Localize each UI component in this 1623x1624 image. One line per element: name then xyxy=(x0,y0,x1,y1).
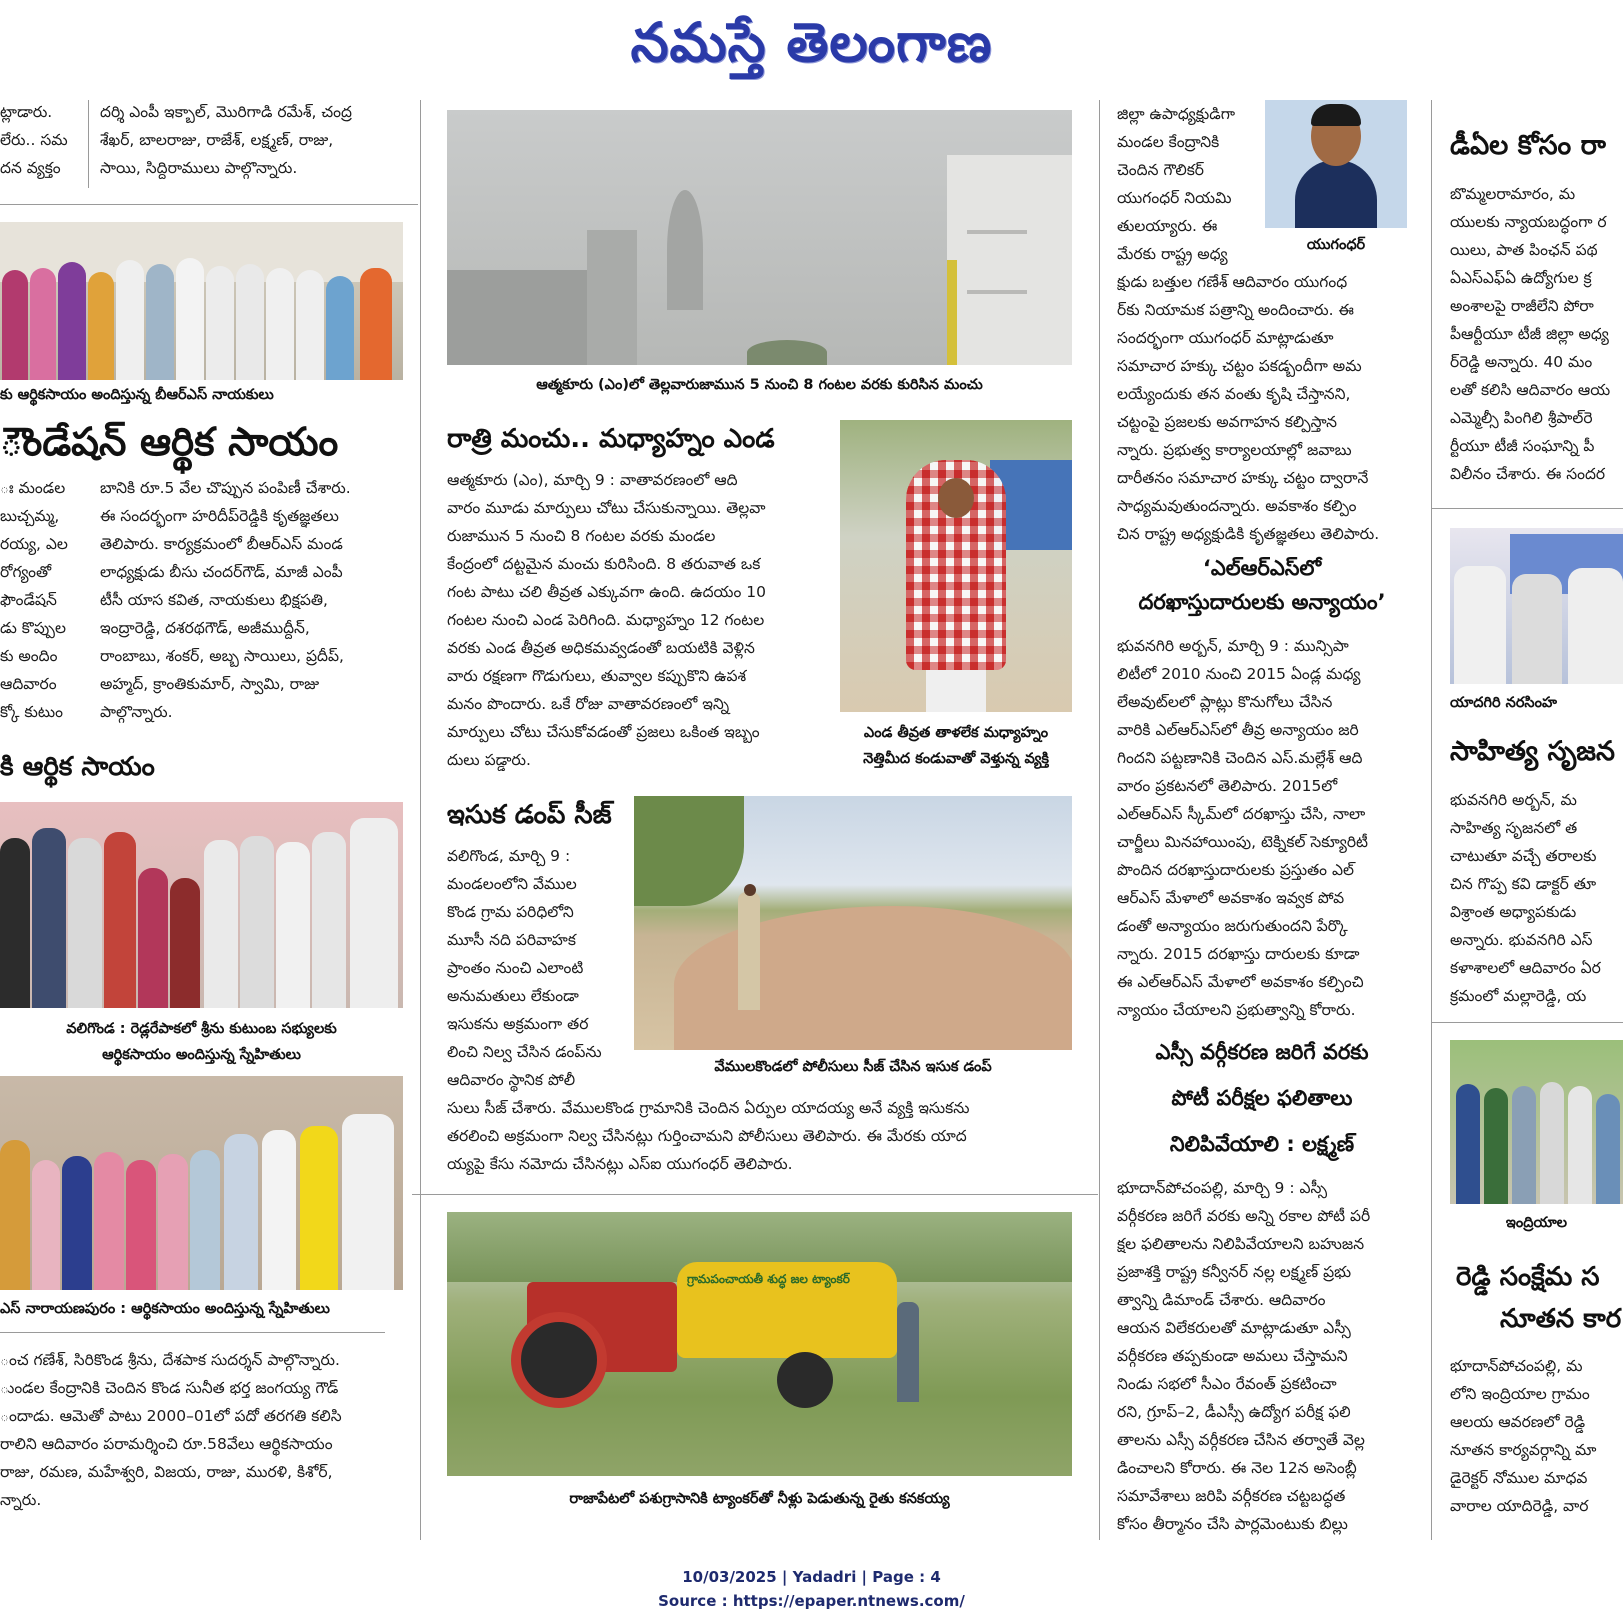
column-divider xyxy=(420,100,421,1540)
masthead xyxy=(0,0,1623,92)
group-photo xyxy=(1450,1040,1623,1204)
photo-caption: కు ఆర్థికసాయం అందిస్తున్న బీఆర్ఎస్ నాయకులు xyxy=(0,387,274,403)
fog-photo xyxy=(447,110,1072,365)
column-divider xyxy=(1431,100,1432,1540)
article-text: బానికి రూ.5 వేల చొప్పున పంపిణీ చేశారు. ఈ సందర్భంగా హరిదీప్‌రెడ్డికి కృతజ్ఞతలు తెలిపారు. కార్యక్రమంలో బీఆర్ఎస్ మండ లాధ్యక్షుడు బీసు చందర్‌గౌడ్, మాజీ ఎంపీ టీసీ యాస కవిత, నాయకులు భిక్షపతి, ఇంద్రారెడ్డి, దశరథగౌడ్, అజీముద్దీన్, రాంబాబు, శంకర్, అబ్బ సాయిలు, ప్రదీప్, అహ్మద్, క్రాంతికుమార్, స్వామి, రాజు పాల్గొన్నారు. xyxy=(100,479,351,721)
article-text: భువనగిరి అర్బన్, మార్చి 9 : మున్సిపా లిటీలో 2010 నుంచి 2015 ఏండ్ల మధ్య లేఅవుట్‌లలో ప్లాట్లు కొనుగోలు చేసిన వారికి ఎల్ఆర్ఎస్‌లో తీవ్ర అన్యాయం జరి గిందని పట్టణానికి చెందిన ఎస్.మల్లేశ్ ఆది వారం ప్రకటనలో తెలిపారు. 2015లో ఎల్ఆర్ఎస్ స్కీమ్‌లో దరఖాస్తు చేసి, నాలా చార్జీలు మినహాయింపు, టెక్నికల్ సెక్యూరిటీ పొందిన దరఖాస్తుదారులకు ప్రస్తుతం ఎల్ ఆర్ఎస్ మేళాలో అవకాశం ఇవ్వక పోవ డంతో అన్యాయం జరుగుతుందని పేర్కొ న్నారు. 2015 దరఖాస్తు దారులకు కూడా ఈ ఎల్ఆర్ఎస్ మేళాలో అవకాశం కల్పించి న్యాయం చేయాలని ప్రభుత్వాన్ని కోరారు. xyxy=(1117,637,1368,1019)
sand-dump-photo xyxy=(634,796,1072,1050)
photo-caption: ఆత్మకూరు (ఎం)లో తెల్లవారుజామున 5 నుంచి 8 గంటల వరకు కురిసిన మంచు xyxy=(536,377,983,393)
article-text: భూదాన్‌పోచంపల్లి, మ లోని ఇంద్రియాల గ్రామం ఆలయ ఆవరణలో రెడ్డి నూతన కార్యవర్గాన్ని మా డైరెక్టర్ నోముల మాధవ వారాల యాదిరెడ్డి, వార xyxy=(1450,1357,1597,1515)
headline: రాత్రి మంచు.. మధ్యాహ్నం ఎండ xyxy=(447,424,775,454)
article-text: భువనగిరి అర్బన్, మ సాహిత్య సృజనలో త చాటుతూ వచ్చే తరాలకు చిన గొప్ప కవి డాక్టర్ తూ విశ్రాంత అధ్యాపకుడు అన్నారు. భువనగిరి ఎస్ కళాశాలలో ఆదివారం ఏర క్రమంలో మల్లారెడ్డి, య xyxy=(1450,791,1601,1005)
photo-caption: ఎస్ నారాయణపురం : ఆర్థికసాయం అందిస్తున్న స్నేహితులు xyxy=(0,1301,330,1317)
headline: ఇసుక డంప్ సీజ్ xyxy=(447,800,612,830)
section-divider xyxy=(0,204,418,205)
article-text: ంచ గణేశ్, సిరికొండ శ్రీను, దేశపాక సుదర్శన్ పాల్గొన్నారు. ుండల కేంద్రానికి చెందిన కొండ సునీత భర్త జంగయ్య గౌడ్ ందాడు. ఆమెతో పాటు 2000–01లో పదో తరగతి కలిసి రాలిని ఆదివారం పరామర్శించి రూ.58వేలు ఆర్థికసాయం రాజు, రమణ, మహేశ్వరి, విజయ, రాజు, మురళి, కిశోర్, న్నారు. xyxy=(0,1351,342,1509)
headline: ౌండేషన్ ఆర్థిక సాయం xyxy=(0,420,339,465)
headline: నూతన కార xyxy=(1500,1304,1622,1334)
headline: రెడ్డి సంక్షేమ స xyxy=(1456,1262,1600,1292)
article-text: ఆత్మకూరు (ఎం), మార్చి 9 : వాతావరణంలో ఆది వారం మూడు మార్పులు చోటు చేసుకున్నాయి. తెల్లవా రుజామున 5 నుంచి 8 గంటల వరకు మండల కేంద్రంలో దట్టమైన మంచు కురిసింది. 8 తరువాత ఒక గంట పాటు చలి తీవ్రత ఎక్కువగా ఉంది. ఉదయం 10 గంటల నుంచి ఎండ పెరిగింది. మధ్యాహ్నం 12 గంటల వరకు ఎండ తీవ్రత అధికమవ్వడంతో బయటికి వెళ్లిన వారు రక్షణగా గొడుగులు, తువ్వాల కప్పుకొని ఉపశ మనం పొందారు. ఒకే రోజు వాతావరణంలో ఇన్ని మార్పులు చోటు చేసుకోవడంతో ప్రజలు ఒకింత ఇబ్బం దులు పడ్డారు. xyxy=(447,471,766,769)
article-text: బొమ్మలరామారం, మ యులకు న్యాయబద్ధంగా ర యిలు, పాత పింఛన్ పథ ఏఎస్ఎఫ్ఏ ఉద్యోగుల క్ర అంశాలపై రాజీలేని పోరా పీఆర్టీయూ టీజీ జిల్లా అధ్య ర్‌రెడ్డి అన్నారు. 40 మం లతో కలిసి ఆదివారం ఆయ ఎమ్మెల్సీ పింగిలి శ్రీపాల్‌రె ర్టీయూ టీజీ సంఘాన్ని పీ విలీనం చేశారు. ఈ సందర xyxy=(1450,185,1611,483)
photo-caption: ఇంద్రియాల xyxy=(1505,1215,1568,1231)
headline: నిలిపివేయాలి : లక్ష్మణ్ xyxy=(1169,1132,1355,1156)
section-divider xyxy=(412,1194,1098,1195)
page-footer xyxy=(0,1565,1623,1613)
article-text: క్షుడు బత్తుల గణేశ్ ఆదివారం యుగంధ ర్‌కు నియామక పత్రాన్ని అందించారు. ఈ సందర్భంగా యుగంధర్ మాట్లాడుతూ సమాచార హక్కు చట్టం పకడ్బందీగా అమ లయ్యేందుకు తన వంతు కృషి చేస్తానని, చట్టంపై ప్రజలకు అవగాహన కల్పిస్తాన న్నారు. ప్రభుత్వ కార్యాలయాల్లో జవాబు దారీతనం సమాచార హక్కు చట్టం ద్వారానే సాధ్యమవుతుందన్నారు. అవకాశం కల్పిం చిన రాష్ట్ర అధ్యక్షుడికి కృతజ్ఞతలు తెలిపారు. xyxy=(1117,273,1380,543)
section-divider xyxy=(0,1332,385,1333)
column-divider xyxy=(88,100,89,188)
article-text: దర్శి ఎంపీ ఇక్బాల్, మొరిగాడి రమేశ్, చంద్ర శేఖర్, బాలరాజు, రాజేశ్, లక్ష్మణ్, రాజు, సాయి, సిద్దిరాములు పాల్గొన్నారు. xyxy=(100,103,352,177)
group-photo xyxy=(0,802,403,1008)
portrait-photo xyxy=(1265,100,1407,228)
article-text: సులు సీజ్ చేశారు. వేములకొండ గ్రామానికి చెందిన ఏర్పుల యాదయ్య అనే వ్యక్తి ఇసుకను తరలించి అక్రమంగా నిల్వ చేసినట్లు గుర్తించామని పోలీసులు తెలిపారు. ఈ మేరకు యాద య్యపై కేసు నమోదు చేసినట్లు ఎస్ఐ యుగంధర్ తెలిపారు. xyxy=(447,1099,970,1173)
section-divider xyxy=(1432,508,1623,509)
group-photo xyxy=(0,1076,403,1290)
article-text: ః మండల బుచ్చమ్మ, రయ్య, ఎల రోగ్యంతో ఫౌండేషన్ డు కొప్పుల కు అందిం ఆదివారం క్కో కుటుం xyxy=(0,479,68,721)
edition-info: 10/03/2025 | Yadadri | Page : 4 xyxy=(682,1568,941,1586)
headline: పోటీ పరీక్షల ఫలితాలు xyxy=(1171,1086,1353,1110)
newspaper-logo: నమస్తే తెలంగాణ xyxy=(630,10,993,74)
section-divider xyxy=(1432,1022,1623,1023)
headline: ఎస్సీ వర్గీకరణ జరిగే వరకు xyxy=(1155,1040,1369,1064)
article-text: ట్లాడారు. లేరు.. సమ దన వ్యక్తం xyxy=(0,103,68,177)
photo-caption: ఎండ తీవ్రత తాళలేక మధ్యాహ్నం నెత్తిమీద కండువాతో వెళ్తున్న వ్యక్తి xyxy=(863,725,1049,767)
article-text: భూదాన్‌పోచంపల్లి, మార్చి 9 : ఎస్సీ వర్గీకరణ జరిగే వరకు అన్ని రకాల పోటీ పరీ క్షల ఫలితాలను నిలిపివేయాలని బహుజన ప్రజాశక్తి రాష్ట్ర కన్వీనర్ నల్ల లక్ష్మణ్ ప్రభు త్వాన్ని డిమాండ్ చేశారు. ఆదివారం ఆయన విలేకరులతో మాట్లాడుతూ ఎస్సీ వర్గీకరణ తప్పకుండా అమలు చేస్తామని నిండు సభలో సీఎం రేవంత్ ప్రకటించా రని, గ్రూప్–2, డీఎస్సీ ఉద్యోగ పరీక్ష ఫలి తాలను ఎస్సీ వర్గీకరణ చేసిన తర్వాతే వెల్ల డించాలని కోరారు. ఈ నెల 12న అసెంబ్లీ సమావేశాలు జరిపి వర్గీకరణ చట్టబద్ధత కోసం తీర్మానం చేసి పార్లమెంటుకు బిల్లు xyxy=(1117,1179,1371,1533)
article-text: జిల్లా ఉపాధ్యక్షుడిగా మండల కేంద్రానికి చెందిన గౌలికర్ యుగంధర్ నియమి తులయ్యారు. ఈ మేరకు రాష్ట్ర అధ్య xyxy=(1117,105,1235,263)
photo-caption: వేములకొండలో పోలీసులు సీజ్ చేసిన ఇసుక డంప్ xyxy=(714,1059,992,1075)
photo-caption: యాదగిరి నరసింహ xyxy=(1450,695,1557,711)
photo-caption: యుగంధర్ xyxy=(1306,237,1366,253)
tanker-label: గ్రామపంచాయతీ శుద్ధ జల ట్యాంకర్ xyxy=(687,1272,850,1286)
group-photo xyxy=(0,222,403,380)
photo-caption: రాజాపేటలో పశుగ్రాసానికి ట్యాంకర్‌తో నీళ్లు పెడుతున్న రైతు కనకయ్య xyxy=(569,1491,950,1507)
headline: సాహిత్య సృజన xyxy=(1450,736,1615,767)
headline: కి ఆర్థిక సాయం xyxy=(0,752,155,782)
source-link[interactable]: Source : https://epaper.ntnews.com/ xyxy=(658,1592,965,1610)
headline: డీఏల కోసం రా xyxy=(1450,130,1606,161)
photo-caption: వలిగొండ : రెడ్లరేపాకలో శ్రీను కుటుంబ సభ్యులకు ఆర్థికసాయం అందిస్తున్న స్నేహితులు xyxy=(66,1021,337,1063)
headline: ‘ఎల్ఆర్ఎస్‌లో xyxy=(1202,556,1322,580)
event-photo xyxy=(1450,528,1623,684)
column-divider xyxy=(1099,100,1100,1540)
headline: దరఖాస్తుదారులకు అన్యాయం’ xyxy=(1138,590,1386,614)
tanker-photo xyxy=(447,1212,1072,1476)
article-text: వలిగొండ, మార్చి 9 : మండలంలోని వేముల కొండ గ్రామ పరిధిలోని మూసీ నది పరివాహక ప్రాంతం నుంచి ఎలాంటి అనుమతులు లేకుండా ఇసుకను అక్రమంగా తర లించి నిల్వ చేసిన డంప్‌ను ఆదివారం స్థానిక పోలీ xyxy=(447,847,602,1089)
man-photo xyxy=(840,420,1072,712)
